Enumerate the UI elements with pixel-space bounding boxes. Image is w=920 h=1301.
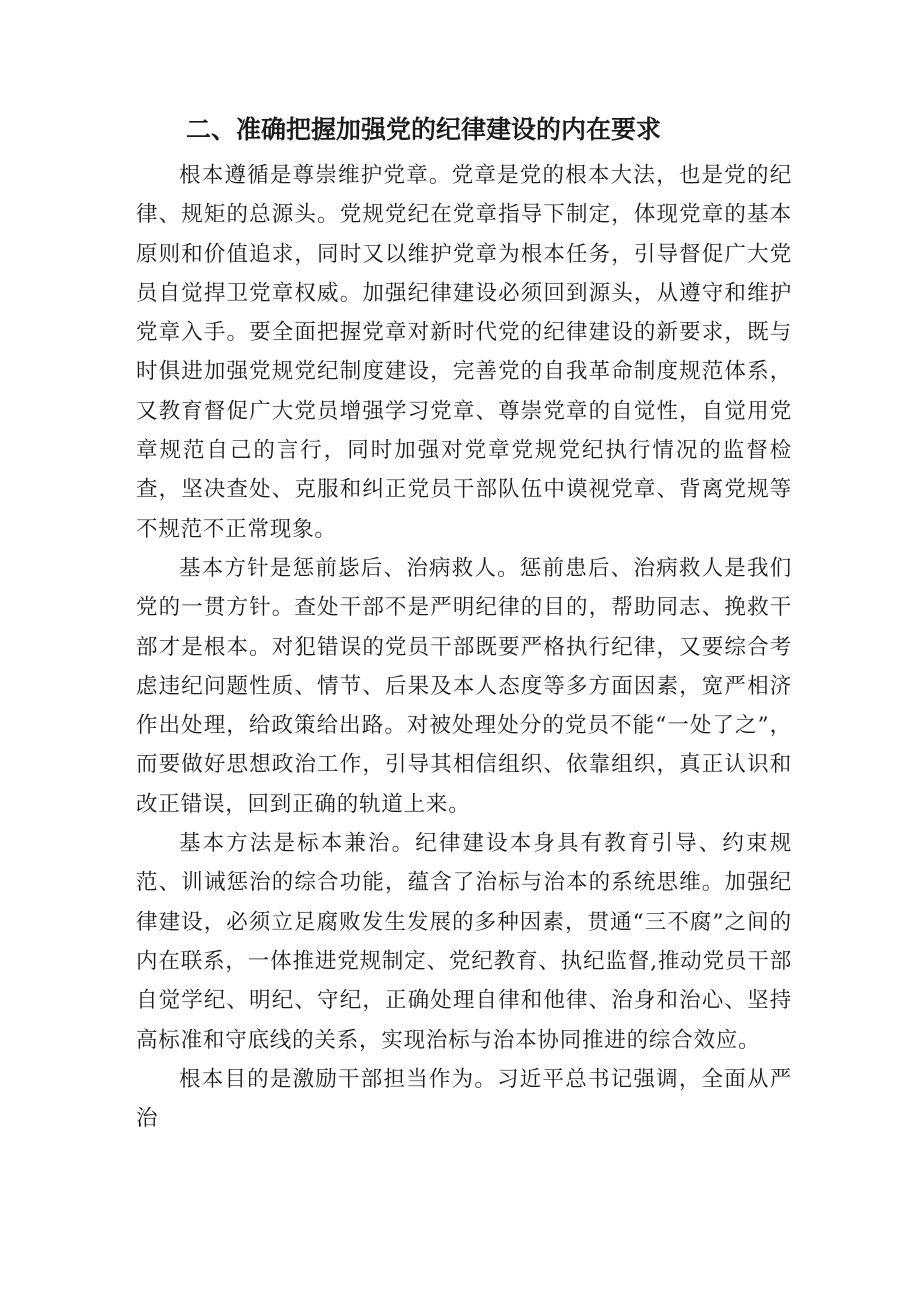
paragraph-fundamental-purpose: 根本目的是激励干部担当作为。习近平总书记强调，全面从严治 [136, 1066, 792, 1132]
paragraph-party-constitution: 根本遵循是尊崇维护党章。党章是党的根本大法，也是党的纪律、规矩的总源头。党规党纪在党章指导下制定，体现党章的基本原则和价值追求，同时又以维护党章为根本任务，引导督促广大党员自觉捍卫党章权威。加强纪律建设必须回到源头，从遵守和维护党章入手。要全面把握党章对新时代党的纪律建设的新要求，既与时俱进加强党规党纪制度建设，完善党的自我革命制度规范体系，又教育督促广大党员增强学习党章、尊崇党章的自觉性，自觉用党章规范自己的言行，同时加强对党章党规党纪执行情况的监督检查，坚决查处、克服和纠正党员干部队伍中谟视党章、背离党规等不规范不正常现象。 [136, 163, 792, 542]
paragraph-basic-policy: 基本方针是惩前毖后、治病救人。惩前患后、治病救人是我们党的一贯方针。查处干部不是严明纪律的目的，帮助同志、挽救干部才是根本。对犯错误的党员干部既要严格执行纪律，又要综合考虑违纪问题性质、情节、后果及本人态度等多方面因素，宽严相济作出处理，给政策给出路。对被处理处分的党员不能“一处了之”，而要做好思想政治工作，引导其相信组织、依靠组织，真正认识和改正错误，回到正确的轨道上来。 [136, 555, 792, 817]
body-text [136, 156, 792, 1138]
section-heading: 二、准确把握加强党的纪律建设的内在要求 [186, 115, 662, 144]
paragraph-basic-method: 基本方法是标本兼治。纪律建设本身具有教育引导、约束规范、训诫惩治的综合功能，蕴含了治标与治本的系统思维。加强纪律建设，必须立足腐败发生发展的多种因素，贯通“三不腐”之间的内在联系，一体推进党规制定、党纪教育、执纪监督,推动党员干部自觉学纪、明纪、守纪，正确处理自律和他律、治身和治心、坚持高标准和守底线的关系，实现治标与治本协同推进的综合效应。 [136, 831, 792, 1053]
